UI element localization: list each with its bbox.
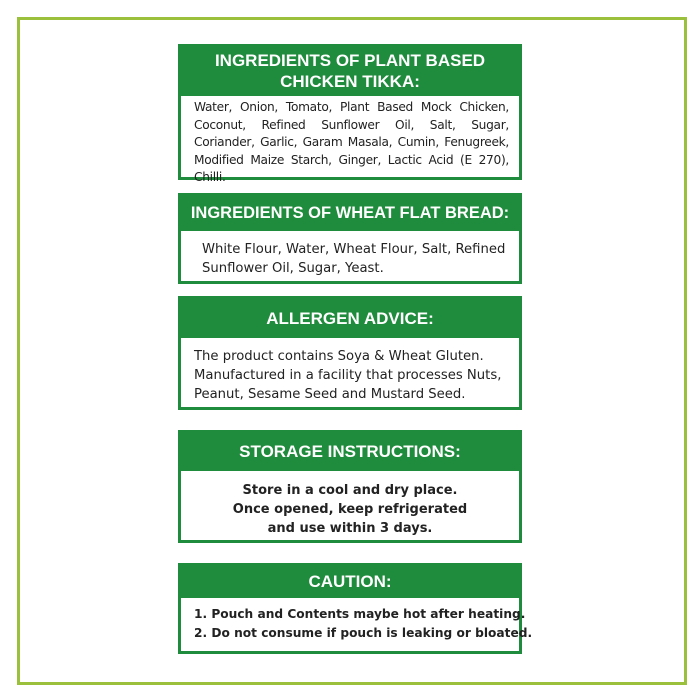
tikka-ingredients-text: Water, Onion, Tomato, Plant Based Mock Chicken, Coconut, Refined Sunflower Oil, Salt, Sugar, Coriander, Garlic, Garam Masala, Cumin, Fenugreek, Modified Maize Starch, Ginger, Lactic Acid (E 270), Chilli. [194, 100, 509, 184]
bread-ingredients-text: White Flour, Water, Wheat Flour, Salt, Refined Sunflower Oil, Sugar, Yeast. [202, 242, 506, 276]
caution-title: CAUTION: [181, 566, 519, 598]
storage-instructions-panel [178, 430, 522, 543]
caution-item-2: 2. Do not consume if pouch is leaking or bloated. [194, 626, 533, 640]
storage-line-2: Once opened, keep refrigerated [232, 502, 468, 517]
tikka-ingredients-title [181, 47, 519, 96]
bread-ingredients-title: INGREDIENTS OF WHEAT FLAT BREAD: [181, 196, 519, 231]
caution-item-1: 1. Pouch and Contents maybe hot after heating. [194, 607, 526, 621]
tikka-ingredients-panel [178, 44, 522, 184]
tikka-title-line-1: INGREDIENTS OF PLANT BASED [214, 51, 486, 70]
allergen-advice-title: ALLERGEN ADVICE: [181, 299, 519, 338]
storage-line-3: and use within 3 days. [267, 521, 433, 536]
allergen-advice-text: The product contains Soya & Wheat Gluten. Manufactured in a facility that processes Nuts, Peanut, Sesame Seed and Mustard Seed. [194, 349, 502, 402]
storage-line-1: Store in a cool and dry place. [242, 483, 458, 498]
storage-instructions-text [181, 471, 519, 538]
tikka-title-line-2: CHICKEN TIKKA: [280, 72, 420, 91]
allergen-advice-panel [178, 296, 522, 410]
caution-panel [178, 563, 533, 654]
bread-ingredients-panel [178, 193, 522, 284]
storage-instructions-title: STORAGE INSTRUCTIONS: [181, 433, 519, 471]
caution-list [181, 598, 533, 643]
